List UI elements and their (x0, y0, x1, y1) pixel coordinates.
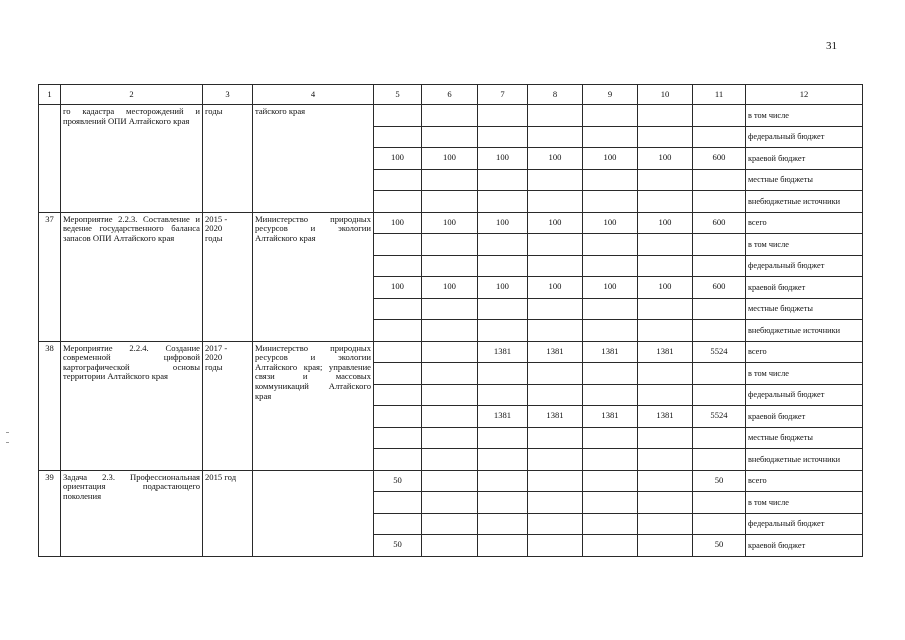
funding-source: краевой бюджет (746, 535, 863, 557)
value-cell (478, 363, 528, 385)
column-header: 7 (478, 85, 528, 105)
value-cell (583, 105, 638, 127)
value-cell (374, 427, 422, 449)
value-cell (583, 363, 638, 385)
value-cell: 100 (528, 212, 583, 234)
value-cell (693, 492, 746, 514)
value-cell (583, 320, 638, 342)
value-cell (583, 169, 638, 191)
value-cell (583, 126, 638, 148)
value-cell (638, 513, 693, 535)
value-cell (478, 320, 528, 342)
value-cell (478, 105, 528, 127)
value-cell (638, 492, 693, 514)
value-cell (374, 298, 422, 320)
value-cell (478, 513, 528, 535)
value-cell: 5524 (693, 406, 746, 428)
value-cell: 100 (374, 212, 422, 234)
value-cell (478, 427, 528, 449)
value-cell (693, 513, 746, 535)
funding-source: в том числе (746, 105, 863, 127)
value-cell (693, 191, 746, 213)
value-cell: 50 (693, 470, 746, 492)
column-header: 4 (253, 85, 374, 105)
item-title: Мероприятие 2.2.4. Создание современной цифровой картографической основы территории Алтайского края (61, 341, 203, 470)
value-cell (478, 535, 528, 557)
value-cell (583, 449, 638, 471)
value-cell (693, 126, 746, 148)
value-cell: 100 (422, 148, 478, 170)
value-cell (478, 449, 528, 471)
value-cell (583, 535, 638, 557)
value-cell (693, 449, 746, 471)
value-cell (422, 449, 478, 471)
value-cell: 1381 (638, 406, 693, 428)
table-row (39, 341, 863, 363)
value-cell (528, 298, 583, 320)
column-header: 1 (39, 85, 61, 105)
value-cell (693, 255, 746, 277)
value-cell (528, 191, 583, 213)
value-cell (478, 169, 528, 191)
value-cell (528, 126, 583, 148)
item-executor: Министерство природных ресурсов и экологии Алтайского края (253, 212, 374, 341)
value-cell (528, 535, 583, 557)
value-cell (638, 449, 693, 471)
item-period: 2017 - 2020 годы (203, 341, 253, 470)
value-cell (693, 298, 746, 320)
table-row (39, 470, 863, 492)
value-cell: 100 (583, 277, 638, 299)
value-cell (422, 363, 478, 385)
funding-source: в том числе (746, 492, 863, 514)
item-title: го кадастра месторождений и проявлений ОПИ Алтайского края (61, 105, 203, 213)
value-cell (422, 513, 478, 535)
funding-source: местные бюджеты (746, 427, 863, 449)
value-cell (374, 363, 422, 385)
budget-table (38, 84, 863, 557)
funding-source: краевой бюджет (746, 277, 863, 299)
value-cell (478, 126, 528, 148)
value-cell (374, 513, 422, 535)
value-cell (638, 191, 693, 213)
value-cell (528, 384, 583, 406)
column-header: 5 (374, 85, 422, 105)
value-cell (374, 234, 422, 256)
funding-source: краевой бюджет (746, 406, 863, 428)
value-cell (638, 169, 693, 191)
value-cell (478, 298, 528, 320)
value-cell (422, 535, 478, 557)
value-cell: 600 (693, 277, 746, 299)
value-cell: 100 (374, 277, 422, 299)
item-period: 2015 - 2020 годы (203, 212, 253, 341)
funding-source: федеральный бюджет (746, 384, 863, 406)
value-cell (583, 298, 638, 320)
value-cell (528, 492, 583, 514)
value-cell (528, 255, 583, 277)
item-number (39, 105, 61, 213)
item-executor: Министерство природных ресурсов и экологии Алтайского края; управление связи и массовых коммуникаций Алтайского края (253, 341, 374, 470)
value-cell (478, 492, 528, 514)
value-cell (374, 169, 422, 191)
item-executor: тайского края (253, 105, 374, 213)
value-cell: 50 (374, 535, 422, 557)
funding-source: внебюджетные источники (746, 320, 863, 342)
value-cell (374, 492, 422, 514)
value-cell (422, 255, 478, 277)
value-cell (638, 535, 693, 557)
value-cell (374, 341, 422, 363)
funding-source: федеральный бюджет (746, 513, 863, 535)
value-cell (422, 406, 478, 428)
value-cell (638, 105, 693, 127)
value-cell: 1381 (638, 341, 693, 363)
value-cell (422, 126, 478, 148)
funding-source: федеральный бюджет (746, 126, 863, 148)
funding-source: внебюджетные источники (746, 191, 863, 213)
value-cell: 1381 (528, 341, 583, 363)
value-cell (374, 105, 422, 127)
value-cell (583, 384, 638, 406)
value-cell (528, 470, 583, 492)
value-cell (693, 320, 746, 342)
value-cell (528, 513, 583, 535)
column-header: 9 (583, 85, 638, 105)
value-cell: 100 (583, 148, 638, 170)
value-cell (374, 449, 422, 471)
item-number: 38 (39, 341, 61, 470)
value-cell (478, 470, 528, 492)
value-cell (638, 470, 693, 492)
funding-source: местные бюджеты (746, 298, 863, 320)
value-cell (638, 427, 693, 449)
funding-source: всего (746, 212, 863, 234)
funding-source: в том числе (746, 363, 863, 385)
value-cell (583, 234, 638, 256)
value-cell (374, 191, 422, 213)
value-cell: 100 (422, 212, 478, 234)
value-cell: 600 (693, 212, 746, 234)
funding-source: в том числе (746, 234, 863, 256)
value-cell (528, 105, 583, 127)
value-cell: 1381 (478, 341, 528, 363)
value-cell (478, 384, 528, 406)
value-cell (583, 427, 638, 449)
table-row (39, 105, 863, 127)
value-cell: 100 (422, 277, 478, 299)
value-cell (422, 492, 478, 514)
funding-source: внебюджетные источники (746, 449, 863, 471)
column-header: 6 (422, 85, 478, 105)
value-cell: 50 (374, 470, 422, 492)
value-cell: 100 (528, 277, 583, 299)
page-number: 31 (826, 40, 837, 52)
value-cell (583, 513, 638, 535)
value-cell (693, 363, 746, 385)
value-cell: 5524 (693, 341, 746, 363)
value-cell (528, 320, 583, 342)
value-cell (422, 234, 478, 256)
value-cell (528, 169, 583, 191)
column-header: 12 (746, 85, 863, 105)
value-cell (638, 298, 693, 320)
item-title: Мероприятие 2.2.3. Составление и ведение государственного баланса запасов ОПИ Алтайского края (61, 212, 203, 341)
funding-source: всего (746, 341, 863, 363)
value-cell (638, 255, 693, 277)
value-cell (374, 384, 422, 406)
value-cell: 100 (528, 148, 583, 170)
value-cell (374, 406, 422, 428)
value-cell: 1381 (583, 406, 638, 428)
value-cell (528, 363, 583, 385)
value-cell (638, 320, 693, 342)
value-cell: 100 (478, 148, 528, 170)
value-cell (478, 191, 528, 213)
value-cell (478, 255, 528, 277)
value-cell: 100 (478, 212, 528, 234)
item-period: годы (203, 105, 253, 213)
value-cell (422, 341, 478, 363)
value-cell (478, 234, 528, 256)
value-cell (693, 427, 746, 449)
value-cell (638, 234, 693, 256)
value-cell: 100 (583, 212, 638, 234)
margin-mark (6, 432, 9, 433)
funding-source: краевой бюджет (746, 148, 863, 170)
value-cell: 50 (693, 535, 746, 557)
item-title: Задача 2.3. Профессиональная ориентация подрастающего поколения (61, 470, 203, 556)
column-header: 11 (693, 85, 746, 105)
column-header: 8 (528, 85, 583, 105)
funding-source: всего (746, 470, 863, 492)
value-cell (638, 384, 693, 406)
value-cell: 100 (374, 148, 422, 170)
funding-source: местные бюджеты (746, 169, 863, 191)
value-cell (422, 191, 478, 213)
item-number: 37 (39, 212, 61, 341)
column-header: 2 (61, 85, 203, 105)
value-cell (374, 320, 422, 342)
value-cell (638, 126, 693, 148)
value-cell (693, 234, 746, 256)
value-cell (638, 363, 693, 385)
column-header: 10 (638, 85, 693, 105)
funding-source: федеральный бюджет (746, 255, 863, 277)
value-cell (374, 126, 422, 148)
value-cell (422, 384, 478, 406)
value-cell (374, 255, 422, 277)
value-cell (528, 427, 583, 449)
value-cell (528, 234, 583, 256)
item-number: 39 (39, 470, 61, 556)
value-cell: 100 (478, 277, 528, 299)
value-cell (693, 105, 746, 127)
margin-mark (6, 442, 9, 443)
column-header: 3 (203, 85, 253, 105)
value-cell: 1381 (478, 406, 528, 428)
value-cell (528, 449, 583, 471)
value-cell (583, 470, 638, 492)
value-cell (422, 427, 478, 449)
value-cell (693, 384, 746, 406)
value-cell (422, 320, 478, 342)
value-cell: 1381 (583, 341, 638, 363)
value-cell: 600 (693, 148, 746, 170)
item-period: 2015 год (203, 470, 253, 556)
value-cell: 100 (638, 212, 693, 234)
header-row (39, 85, 863, 105)
value-cell: 1381 (528, 406, 583, 428)
value-cell: 100 (638, 148, 693, 170)
value-cell (422, 470, 478, 492)
value-cell (422, 298, 478, 320)
value-cell (583, 255, 638, 277)
value-cell (693, 169, 746, 191)
value-cell (422, 169, 478, 191)
value-cell: 100 (638, 277, 693, 299)
value-cell (583, 191, 638, 213)
table-row (39, 212, 863, 234)
value-cell (583, 492, 638, 514)
value-cell (422, 105, 478, 127)
item-executor (253, 470, 374, 556)
